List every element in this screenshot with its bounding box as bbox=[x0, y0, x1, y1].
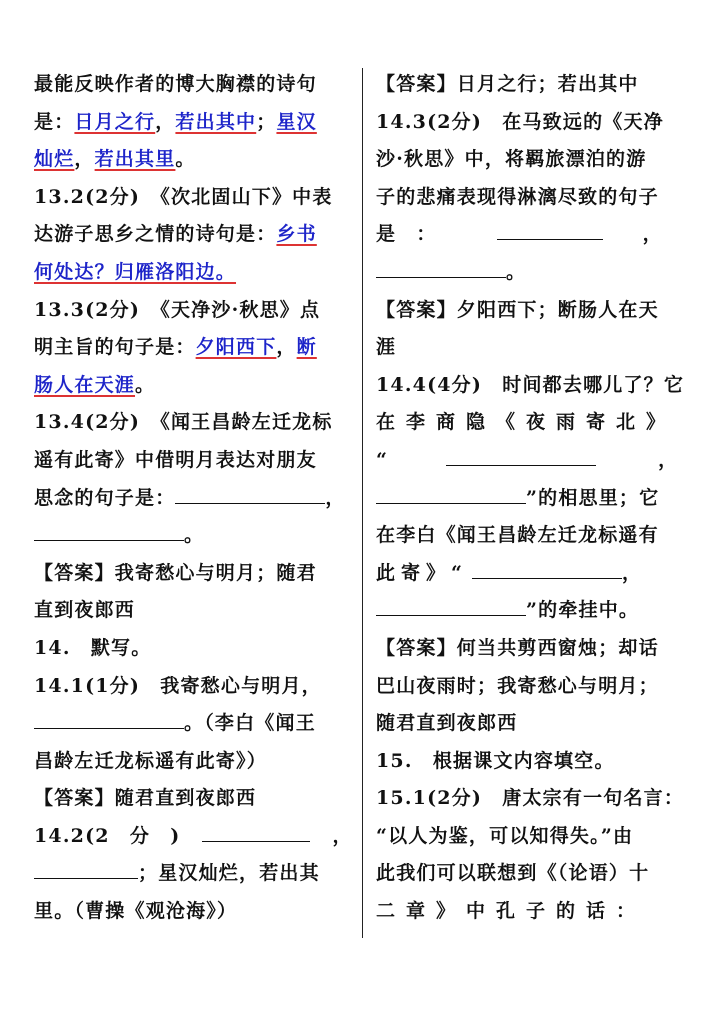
line-text: 最能反映作者的博大胸襟的诗句 bbox=[34, 73, 317, 95]
line-text: 14.1(1分) 我寄愁心与明月， bbox=[34, 674, 322, 697]
fill-blank[interactable] bbox=[34, 524, 184, 541]
line-text: 在李商隐《夜雨寄北》 bbox=[376, 411, 677, 434]
punctuation: ， bbox=[658, 448, 679, 471]
section-heading bbox=[376, 743, 690, 781]
line-text: 涯 bbox=[376, 336, 397, 359]
answer-line bbox=[376, 705, 690, 743]
question-line bbox=[376, 104, 690, 142]
punctuation: 。 bbox=[184, 524, 205, 547]
text-line bbox=[376, 893, 690, 931]
line-text: 【答案】夕阳西下；断肠人在天 bbox=[376, 298, 659, 321]
line-text: 【答案】日月之行；若出其中 bbox=[376, 73, 639, 95]
line-text: 昌龄左迁龙标遥有此寄》） bbox=[34, 749, 267, 772]
answer-text: 若出其中 bbox=[175, 110, 257, 133]
text-line bbox=[376, 480, 690, 518]
line-text: 14.2(2 分 ) bbox=[34, 824, 181, 847]
question-line bbox=[34, 179, 350, 217]
answer-text: 夕阳西下 bbox=[195, 336, 277, 359]
punctuation: ， bbox=[332, 824, 353, 847]
punctuation: ， bbox=[74, 148, 95, 171]
fill-blank[interactable] bbox=[376, 599, 526, 616]
punctuation: “ bbox=[376, 448, 389, 471]
text-line bbox=[376, 818, 690, 856]
line-text: 【答案】我寄愁心与明月；随君 bbox=[34, 561, 317, 584]
line-text: 。（李白《闻王 bbox=[184, 712, 316, 735]
text-line bbox=[376, 179, 690, 217]
question-line bbox=[34, 404, 350, 442]
line-text: 此寄》“ bbox=[376, 561, 468, 584]
answer-line bbox=[376, 66, 690, 104]
text-line bbox=[376, 216, 690, 254]
column-divider bbox=[362, 68, 363, 938]
text-line bbox=[376, 254, 690, 292]
left-column bbox=[34, 66, 353, 931]
text-line bbox=[376, 592, 690, 630]
punctuation: 。 bbox=[175, 148, 196, 171]
text-line bbox=[34, 855, 350, 893]
text-line bbox=[34, 329, 350, 367]
text-line bbox=[376, 517, 690, 555]
line-text: 15.1(2分) 唐太宗有一句名言： bbox=[376, 787, 685, 810]
text-line bbox=[34, 141, 350, 179]
fill-blank[interactable] bbox=[376, 261, 506, 278]
punctuation: ， bbox=[325, 486, 346, 509]
line-text: 直到夜郎西 bbox=[34, 599, 136, 622]
line-text: 13.3(2分) 《天净沙·秋思》点 bbox=[34, 298, 321, 321]
text-line bbox=[34, 480, 350, 518]
answer-line bbox=[376, 329, 690, 367]
answer-text: 肠人在天涯 bbox=[34, 373, 136, 396]
line-text: ；星汉灿烂，若出其 bbox=[138, 862, 320, 885]
text-line bbox=[34, 254, 350, 292]
text-line bbox=[376, 404, 690, 442]
fill-blank[interactable] bbox=[34, 862, 138, 879]
line-text: 沙·秋思》中，将羁旅漂泊的游 bbox=[376, 148, 647, 171]
question-line bbox=[34, 292, 350, 330]
line-text: 【答案】何当共剪西窗烛；却话 bbox=[376, 636, 659, 659]
fill-blank[interactable] bbox=[376, 487, 526, 504]
line-text: 是 ： bbox=[376, 223, 437, 246]
question-line bbox=[376, 780, 690, 818]
punctuation: ， bbox=[155, 110, 176, 133]
fill-blank[interactable] bbox=[34, 712, 184, 729]
answer-line bbox=[376, 292, 690, 330]
answer-text: 断 bbox=[296, 336, 317, 359]
line-text: 【答案】随君直到夜郎西 bbox=[34, 787, 257, 810]
line-text: 是： bbox=[34, 110, 75, 133]
line-text: 13.2(2分) 《次北固山下》中表 bbox=[34, 185, 333, 208]
punctuation: ， bbox=[276, 336, 297, 359]
text-line bbox=[34, 104, 350, 142]
question-line bbox=[34, 818, 353, 856]
line-text: 14.4(4分) 时间都去哪儿了？它 bbox=[376, 373, 685, 396]
right-column bbox=[376, 66, 690, 931]
line-text: 子的悲痛表现得淋漓尽致的句子 bbox=[376, 185, 659, 208]
answer-text: 何处达？归雁洛阳边。 bbox=[34, 260, 237, 283]
punctuation: 。 bbox=[135, 373, 156, 396]
line-text: 巴山夜雨时；我寄愁心与明月； bbox=[376, 674, 659, 697]
line-text: 在李白《闻王昌龄左迁龙标遥有 bbox=[376, 524, 659, 547]
answer-text: 灿烂 bbox=[34, 148, 75, 171]
text-line bbox=[376, 555, 690, 593]
text-line bbox=[376, 141, 690, 179]
text-line bbox=[34, 66, 350, 104]
line-text: 里。（曹操《观沧海》） bbox=[34, 900, 238, 923]
question-line bbox=[376, 367, 690, 405]
text-line bbox=[34, 517, 350, 555]
punctuation: 。 bbox=[506, 260, 527, 283]
text-line bbox=[34, 367, 350, 405]
text-line bbox=[34, 893, 350, 931]
line-text: 此我们可以联想到《（论语）十 bbox=[376, 862, 650, 885]
text-line bbox=[34, 442, 350, 480]
text-line bbox=[34, 705, 350, 743]
line-text: “以人为鉴，可以知得失。”由 bbox=[376, 824, 634, 847]
text-line bbox=[376, 442, 690, 480]
line-text: ”的相思里；它 bbox=[526, 486, 660, 509]
punctuation: ， bbox=[642, 223, 663, 246]
line-text: 13.4(2分) 《闻王昌龄左迁龙标 bbox=[34, 411, 333, 434]
line-text: 遥有此寄》中借明月表达对朋友 bbox=[34, 448, 317, 471]
line-text: 15. 根据课文内容填空。 bbox=[376, 749, 615, 772]
answer-text: 日月之行 bbox=[74, 110, 156, 133]
answer-line bbox=[376, 668, 690, 706]
line-text: 达游子思乡之情的诗句是： bbox=[34, 223, 277, 246]
question-line bbox=[34, 668, 350, 706]
fill-blank[interactable] bbox=[175, 487, 325, 504]
fill-blank[interactable] bbox=[497, 223, 603, 240]
answer-text: 星汉 bbox=[276, 110, 317, 133]
text-line bbox=[376, 855, 690, 893]
fill-blank[interactable] bbox=[202, 825, 310, 842]
fill-blank[interactable] bbox=[472, 562, 622, 579]
fill-blank[interactable] bbox=[446, 449, 596, 466]
punctuation: ， bbox=[621, 561, 647, 584]
line-text: 明主旨的句子是： bbox=[34, 336, 196, 359]
answer-line bbox=[34, 592, 350, 630]
line-text: ”的牵挂中。 bbox=[526, 599, 640, 622]
line-text: 14. 默写。 bbox=[34, 636, 152, 659]
answer-text: 若出其里 bbox=[94, 148, 176, 171]
line-text: 思念的句子是： bbox=[34, 486, 176, 509]
answer-text: 乡书 bbox=[276, 223, 317, 246]
punctuation: ； bbox=[256, 110, 277, 133]
answer-line bbox=[376, 630, 690, 668]
text-line bbox=[34, 216, 350, 254]
line-text: 14.3(2分) 在马致远的《天净 bbox=[376, 110, 664, 133]
text-line bbox=[34, 743, 350, 781]
section-heading bbox=[34, 630, 350, 668]
answer-line bbox=[34, 555, 350, 593]
line-text: 二章》中孔子的话： bbox=[376, 900, 647, 923]
line-text: 随君直到夜郎西 bbox=[376, 712, 518, 735]
answer-line bbox=[34, 780, 350, 818]
